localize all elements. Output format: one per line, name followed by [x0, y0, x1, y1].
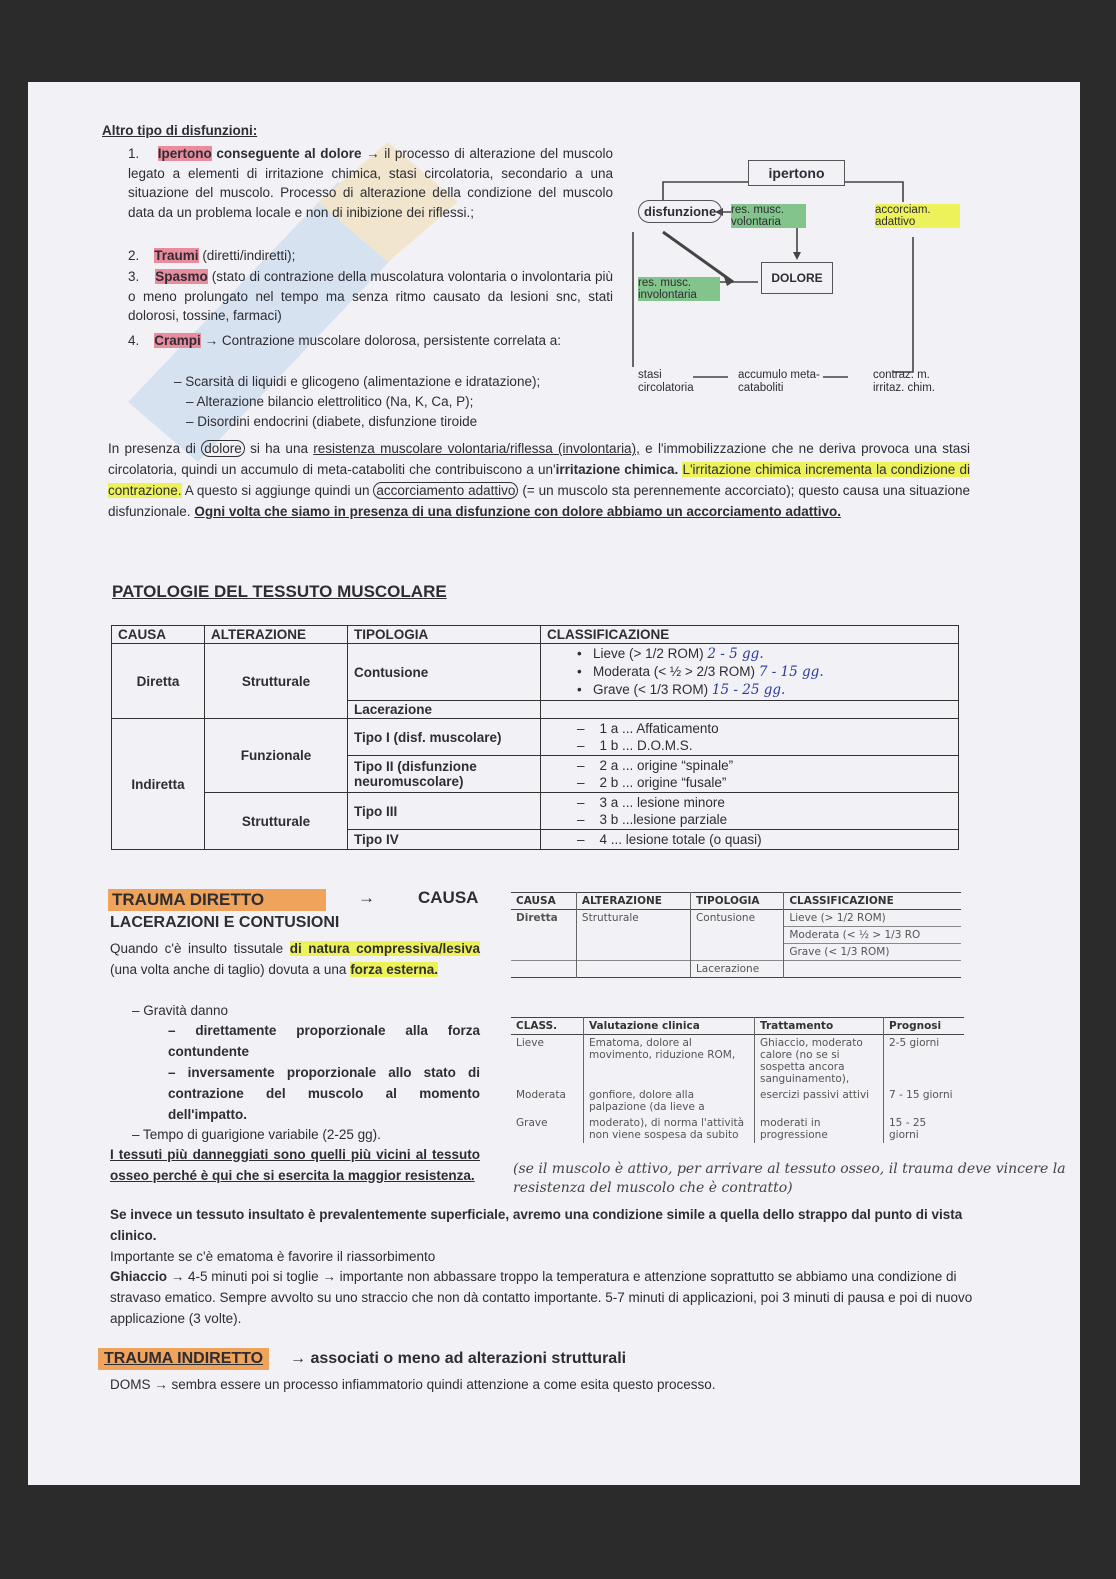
ipertono-diagram [623, 142, 973, 412]
arrow-icon: → [366, 146, 380, 161]
cell-tipo1: Tipo I (disf. muscolare) [348, 719, 541, 756]
sub-item: – Alterazione bilancio elettrolitico (Na, K, Ca, P); [186, 394, 474, 409]
tessuti-statement: I tessuti più danneggiati sono quelli più vicini al tessuto osseo perché è qui che si esercita la maggior resistenza. [110, 1147, 480, 1183]
superficiale-statement: Se invece un tessuto insultato è prevalentemente superficiale, avremo una condizione simile a quella dello strappo dal punto di vista clinico. [110, 1207, 963, 1243]
node-disfunzione: disfunzione [638, 200, 722, 223]
cell-contusione-class: • Lieve (> 1/2 ROM) 2 - 5 gg. • Moderata (< ½ > 2/3 ROM) 7 - 15 gg. • Grave (< 1/3 ROM) 15 - 25 gg. [541, 644, 959, 701]
circled-accorciamento: accorciamento adattivo [373, 482, 518, 499]
trauma-diretto-heading: TRAUMA DIRETTO [108, 889, 326, 911]
dolore-paragraph: In presenza di dolore si ha una resistenza muscolare volontaria/riflessa (involontaria), e l'immobilizzazione che ne deriva provoca una stasi circolatoria, quindi un accumulo di meta-cataboliti che contribuiscono a un'irritazione chimica. L'irritazione chimica incrementa la condizione di contrazione. A questo si aggiunge quindi un accorciamento adattivo (= un muscolo sta perennemente accorciato); questo causa una situazione disfunzionale. Ogni volta che siamo in presenza di una disfunzione con dolore abbiamo un accorciamento adattivo. [108, 441, 970, 519]
cell-diretta: Diretta [112, 644, 205, 719]
document-page [28, 82, 1080, 1485]
key-statement: Ogni volta che siamo in presenza di una disfunzione con dolore abbiamo un accorciamento adattivo. [194, 504, 841, 519]
cell-tipo3-class: – 3 a ... lesione minore – 3 b ...lesione parziale [541, 793, 959, 830]
causa-label: CAUSA [418, 888, 479, 907]
item-1-text: il processo di alterazione del muscolo legato a elementi di irritazione chimica, stasi circolatoria, secondario a una situazione del muscolo. Processo di alterazione della condizione del muscolo data da un problema locale e non di inibizione dei riflessi.; [128, 146, 613, 220]
term-ipertono: Ipertono [157, 146, 212, 161]
cell-contusione: Contusione [348, 644, 541, 701]
trauma-indiretto-text: → associati o meno ad alterazioni strutturali [290, 1350, 627, 1367]
small-table-contusione: CAUSA ALTERAZIONE TIPOLOGIA CLASSIFICAZIONE Diretta Strutturale Contusione Lieve (> 1/2 ROM) Moderata (< ½ > 1/3 RO Grave (< 1/3 ROM) Lacerazione [511, 892, 961, 978]
gravita-danno: – Gravità danno [132, 1003, 229, 1018]
header-classificazione: CLASSIFICAZIONE [541, 626, 959, 644]
node-accumulo: accumulo meta-cataboliti [738, 369, 820, 394]
header-alterazione: ALTERAZIONE [205, 626, 348, 644]
arrow-icon: → [358, 888, 375, 907]
intro-item-1 [128, 144, 613, 222]
arrow-icon: → [204, 333, 219, 348]
trauma-indiretto-heading: TRAUMA INDIRETTO [98, 1348, 269, 1370]
cell-indiretta: Indiretta [112, 719, 205, 850]
cell-strutturale: Strutturale [205, 644, 348, 719]
header-causa: CAUSA [112, 626, 205, 644]
tempo-guarigione: – Tempo di guarigione variabile (2-25 gg). [132, 1127, 381, 1142]
item-number: 1. [128, 146, 140, 161]
node-contraz: contraz. m. irritaz. chim. [873, 369, 935, 394]
term-traumi: Traumi [154, 248, 199, 263]
sub-item: – Disordini endocrini (diabete, disfunzione tiroide [186, 414, 478, 429]
term-crampi: Crampi [154, 333, 201, 348]
patologie-title: PATOLOGIE DEL TESSUTO MUSCOLARE [112, 582, 447, 601]
cell-tipo3: Tipo III [348, 793, 541, 830]
cell-tipo4: Tipo IV [348, 830, 541, 850]
ematoma-note: Importante se c'è ematoma è favorire il riassorbimento [110, 1249, 436, 1264]
term-conseguente: conseguente al dolore [216, 146, 362, 161]
highlight-irritazione: L'irritazione chimica incrementa la condizione di contrazione. [108, 462, 970, 498]
ghiaccio-note: Ghiaccio → 4-5 minuti poi si toglie → importante non abbassare troppo la temperatura e attenzione soprattutto se abbiamo una condizione di stravaso ematico. Sempre avvolto su uno straccio che non dà contatto importante. 5-7 minuti di applicazioni, poi 3 minuti di pausa e poi di nuovo applicazione (3 volte). [110, 1269, 973, 1326]
trauma-diretto-intro: Quando c'è insulto tissutale di natura compressiva/lesiva (una volta anche di taglio) dovuta a una forza esterna. [110, 941, 480, 977]
gravita-2: – inversamente proporzionale allo stato di contrazione del muscolo al momento dell'impatto. [168, 1065, 480, 1122]
table-header-row [112, 626, 959, 644]
intro-item-3: 3. Spasmo (stato di contrazione della muscolatura volontaria o involontaria più o meno prolungato nel tempo ma senza ritmo causato da lesioni snc, stati dolorosi, tossine, farmaci) [128, 269, 613, 323]
small-table-valutazione: CLASS. Valutazione clinica Trattamento Prognosi Lieve Ematoma, dolore al movimento, riduzione ROM, Ghiaccio, moderato calore (no se si sospetta ancora sanguinamento), 2-5 giorni Moderata gonfiore, dolore alla palpazione (da lieve a esercizi passivi attivi 7 - 15 giorni Grave moderato), di norma l'attività non viene sospesa da subito moderati in progressione 15 - 25 giorni [511, 1017, 964, 1143]
sub-item: – Scarsità di liquidi e glicogeno (alimentazione e idratazione); [174, 374, 541, 389]
intro-heading: Altro tipo di disfunzioni: [102, 123, 258, 138]
node-stasi: stasi circolatoria [638, 369, 694, 394]
cell-tipo2: Tipo II (disfunzione neuromuscolare) [348, 756, 541, 793]
table-row [112, 793, 959, 830]
header-tipologia: TIPOLOGIA [348, 626, 541, 644]
cell-tipo2-class: – 2 a ... origine “spinale” – 2 b ... origine “fusale” [541, 756, 959, 793]
cell-lacerazione: Lacerazione [348, 701, 541, 719]
cell-tipo1-class: – 1 a ... Affaticamento – 1 b ... D.O.M.S. [541, 719, 959, 756]
handwritten-note: (se il muscolo è attivo, per arrivare al tessuto osseo, il trauma deve vincere la resistenza del muscolo che è contratto) [513, 1161, 1066, 1196]
patologie-table [111, 625, 959, 850]
cell-funzionale: Funzionale [205, 719, 348, 793]
intro-item-2: 2. Traumi (diretti/indiretti); [128, 248, 296, 263]
lacerazioni-subtitle: LACERAZIONI E CONTUSIONI [110, 914, 340, 931]
doms-note: DOMS → sembra essere un processo infiammatorio quindi attenzione a come esita questo processo. [110, 1377, 716, 1392]
cell-strutturale-2: Strutturale [205, 793, 348, 850]
gravita-1: – direttamente proporzionale alla forza contundente [168, 1023, 480, 1059]
cell-tipo4-class: – 4 ... lesione totale (o quasi) [541, 830, 959, 850]
node-ipertono: ipertono [748, 160, 845, 186]
arrow-icon: → [290, 1350, 306, 1367]
node-dolore: DOLORE [761, 262, 833, 294]
intro-item-4: 4. Crampi → Contrazione muscolare dolorosa, persistente correlata a: [128, 333, 562, 348]
table-row [112, 719, 959, 756]
table-row [112, 644, 959, 701]
circled-dolore: dolore [201, 440, 245, 457]
node-res-volontaria: res. musc. volontaria [731, 204, 806, 228]
term-spasmo: Spasmo [155, 269, 208, 284]
node-res-involontaria: res. musc. involontaria [638, 277, 720, 301]
node-accorciam: accorciam. adattivo [875, 204, 960, 228]
